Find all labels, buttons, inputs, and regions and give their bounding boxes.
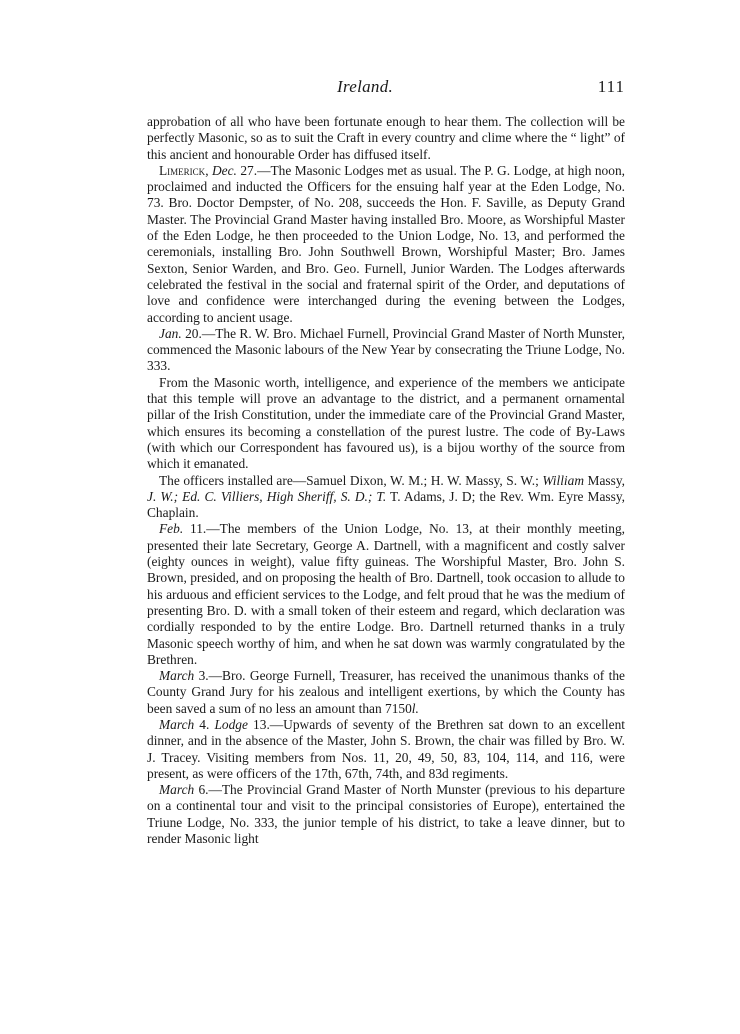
text-run: J. W.; Ed. C. Villiers, High Sheriff, S. D.; T. xyxy=(147,488,387,504)
page-header xyxy=(147,77,625,99)
text-run: Limerick xyxy=(159,162,206,178)
text-run: 27.—The Masonic Lodges met as usual. The P. G. Lodge, at high noon, proclaimed and inducted the Officers for the ensuing half year at the Eden Lodge, No. 73. Bro. Doctor Dempster, of No. 208, succeeds the Hon. F. Saville, as Deputy Grand Master. The Provincial Grand Master having installed Bro. Moore, as Worshipful Master of the Eden Lodge, he then proceeded to the Union Lodge, No. 13, and performed the ceremonials, installing Bro. John Southwell Brown, Worshipful Master; Bro. James Sexton, Senior Warden, and Bro. Geo. Furnell, Junior Warden. The Lodges afterwards celebrated the festival in the social and fraternal spirit of the Order, and deputations of love and confidence were interchanged during the evening between the Lodges, according to ancient usage. xyxy=(147,162,625,325)
text-run: March xyxy=(159,716,195,732)
text-run: Dec. xyxy=(211,162,237,178)
text-run: Feb. xyxy=(159,521,184,537)
text-run: The officers installed are—Samuel Dixon, W. M.; H. W. Massy, S. W.; xyxy=(159,472,543,488)
paragraph-limerick-dec-27 xyxy=(147,163,625,326)
text-run: 3.—Bro. George Furnell, Treasurer, has received the unanimous thanks of the County Grand Jury for his zealous and intelligent exertions, by which the County has been saved a sum of no less an amount than 7150 xyxy=(147,668,625,716)
text-run: 6.—The Provincial Grand Master of North Munster (previous to his departure on a continental tour and visit to the principal consistories of Europe), entertained the Triune Lodge, No. 333, the junior temple of his district, to take a leave dinner, but to render Masonic light xyxy=(147,782,625,847)
page-number: 111 xyxy=(597,77,625,96)
text-run: Massy, xyxy=(584,472,626,488)
text-run: 11.—The members of the Union Lodge, No. 13, at their monthly meeting, presented their late Secretary, George A. Dartnell, with a magnificent and costly salver (eighty ounces in weight), value fifty guineas. The Worshipful Master, Bro. John S. Brown, presided, and on proposing the health of Bro. Dartnell, took occasion to allude to his arduous and efficient services to the Lodge, and felt proud that he was the medium of presenting Bro. D. with a small token of their esteem and regard, which declaration was cordially responded to by the entire Lodge. Bro. Dartnell returned thanks in a truly Masonic speech worthy of him, and when he sat down was warmly congratulated by the Brethren. xyxy=(147,521,625,667)
text-run: 20.—The R. W. Bro. Michael Furnell, Provincial Grand Master of North Munster, commenced the Masonic labours of the New Year by consecrating the Triune Lodge, No. 333. xyxy=(147,325,625,374)
text-run: Lodge xyxy=(214,716,248,732)
paragraph-march-3 xyxy=(147,668,625,717)
text-run: From the Masonic worth, intelligence, and experience of the members we anticipate that this temple will prove an advantage to the district, and a permanent ornamental pillar of the Irish Constitution, under the immediate care of the Provincial Grand Master, which ensures its becoming a constellation of the purest lustre. The code of By-Laws (with which our Correspondent has favoured us), is a bijou worthy of the source from which it emanated. xyxy=(147,374,625,472)
text-run: March xyxy=(159,782,195,798)
paragraph-march-4 xyxy=(147,717,625,782)
paragraph-jan-20 xyxy=(147,326,625,375)
text-run: William xyxy=(542,472,585,488)
text-run: l. xyxy=(411,700,419,716)
paragraph-continuation xyxy=(147,114,625,163)
paragraph-march-6 xyxy=(147,782,625,847)
text-run: 4. xyxy=(194,716,215,732)
text-run: , xyxy=(205,162,212,178)
text-run: 13.—Upwards of seventy of the Brethren sat down to an excellent dinner, and in the absence of the Master, John S. Brown, the chair was filled by Bro. W. J. Tracey. Visiting members from Nos. 11, 20, 49, 50, 83, 104, 114, and 116, were present, as were officers of the 17th, 67th, 74th, and 83d regiments. xyxy=(147,716,625,781)
paragraph-feb-11 xyxy=(147,521,625,668)
running-title: Ireland. xyxy=(337,77,394,96)
text-run: T. Adams, J. D; the Rev. Wm. Eyre Massy, Chaplain. xyxy=(147,488,626,521)
text-run: approbation of all who have been fortunate enough to hear them. The collection will be perfectly Masonic, so as to suit the Craft in every country and clime where the “ light” of this ancient and honourable Order has diffused itself. xyxy=(147,114,625,162)
text-run: March xyxy=(159,668,195,684)
paragraph-from-the-masonic-worth xyxy=(147,375,625,473)
paragraph-officers-installed xyxy=(147,473,625,522)
text-run: Jan. xyxy=(159,325,182,341)
body-text xyxy=(147,114,625,847)
